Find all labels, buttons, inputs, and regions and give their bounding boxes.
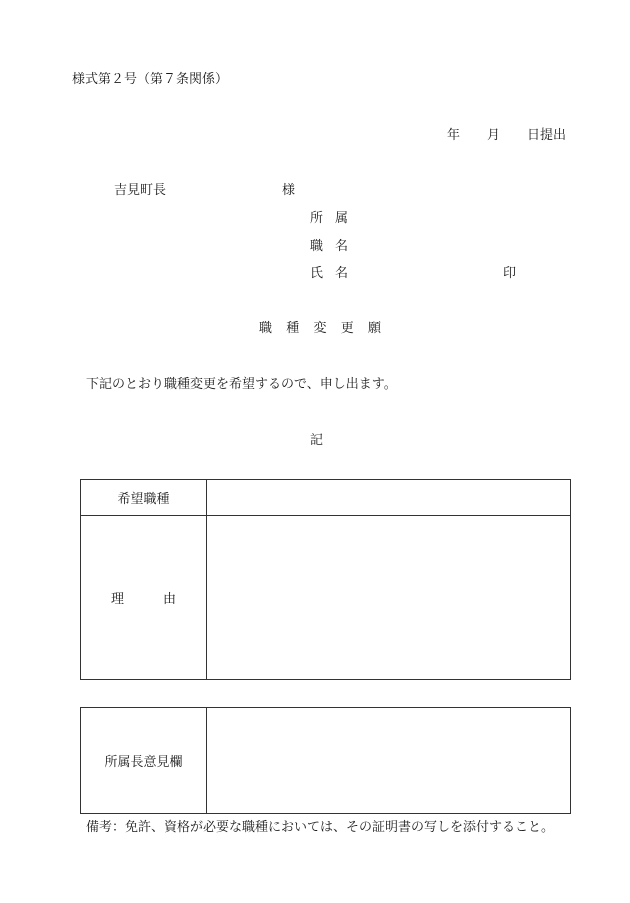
label-char: 名 bbox=[334, 266, 348, 281]
submission-date-line bbox=[447, 129, 566, 142]
label-char: 職 bbox=[310, 239, 324, 254]
addressee-suffix: 様 bbox=[282, 183, 296, 198]
title-char: 職 bbox=[259, 321, 273, 336]
date-month-label: 月 bbox=[487, 128, 501, 143]
desired-type-row bbox=[81, 480, 571, 516]
body-text: 下記のとおり職種変更を希望するので、申し出ます。 bbox=[86, 377, 397, 392]
applicant-affiliation-label bbox=[310, 212, 348, 225]
date-year-label: 年 bbox=[447, 128, 461, 143]
applicant-position-label bbox=[310, 240, 348, 253]
label-char: 理 bbox=[111, 592, 125, 607]
remark-note: 備考：免許、資格が必要な職種においては、その証明書の写しを添付すること。 bbox=[86, 820, 555, 835]
form-number: 様式第２号（第７条関係） bbox=[72, 72, 229, 87]
title-char: 更 bbox=[340, 321, 354, 336]
desired-type-label: 希望職種 bbox=[81, 480, 207, 516]
label-char: 名 bbox=[334, 239, 348, 254]
label-char: 由 bbox=[162, 592, 176, 607]
reason-label bbox=[81, 516, 207, 680]
date-day-submit-label: 日提出 bbox=[527, 128, 567, 143]
reason-row bbox=[81, 516, 571, 680]
label-char: 所 bbox=[310, 211, 324, 226]
opinion-field[interactable] bbox=[207, 708, 571, 814]
ki-mark: 記 bbox=[310, 433, 324, 448]
request-table bbox=[80, 479, 571, 680]
title-char: 種 bbox=[286, 321, 300, 336]
title-char: 願 bbox=[367, 321, 381, 336]
supervisor-opinion-table bbox=[80, 707, 571, 814]
document-title bbox=[259, 322, 381, 335]
applicant-name-label bbox=[310, 267, 348, 280]
title-char: 変 bbox=[313, 321, 327, 336]
label-char: 氏 bbox=[310, 266, 324, 281]
desired-type-field[interactable] bbox=[207, 480, 571, 516]
opinion-row bbox=[81, 708, 571, 814]
seal-mark: 印 bbox=[503, 266, 517, 281]
addressee-name: 吉見町長 bbox=[114, 183, 167, 198]
reason-field[interactable] bbox=[207, 516, 571, 680]
label-char: 属 bbox=[334, 211, 348, 226]
opinion-label: 所属長意見欄 bbox=[81, 708, 207, 814]
